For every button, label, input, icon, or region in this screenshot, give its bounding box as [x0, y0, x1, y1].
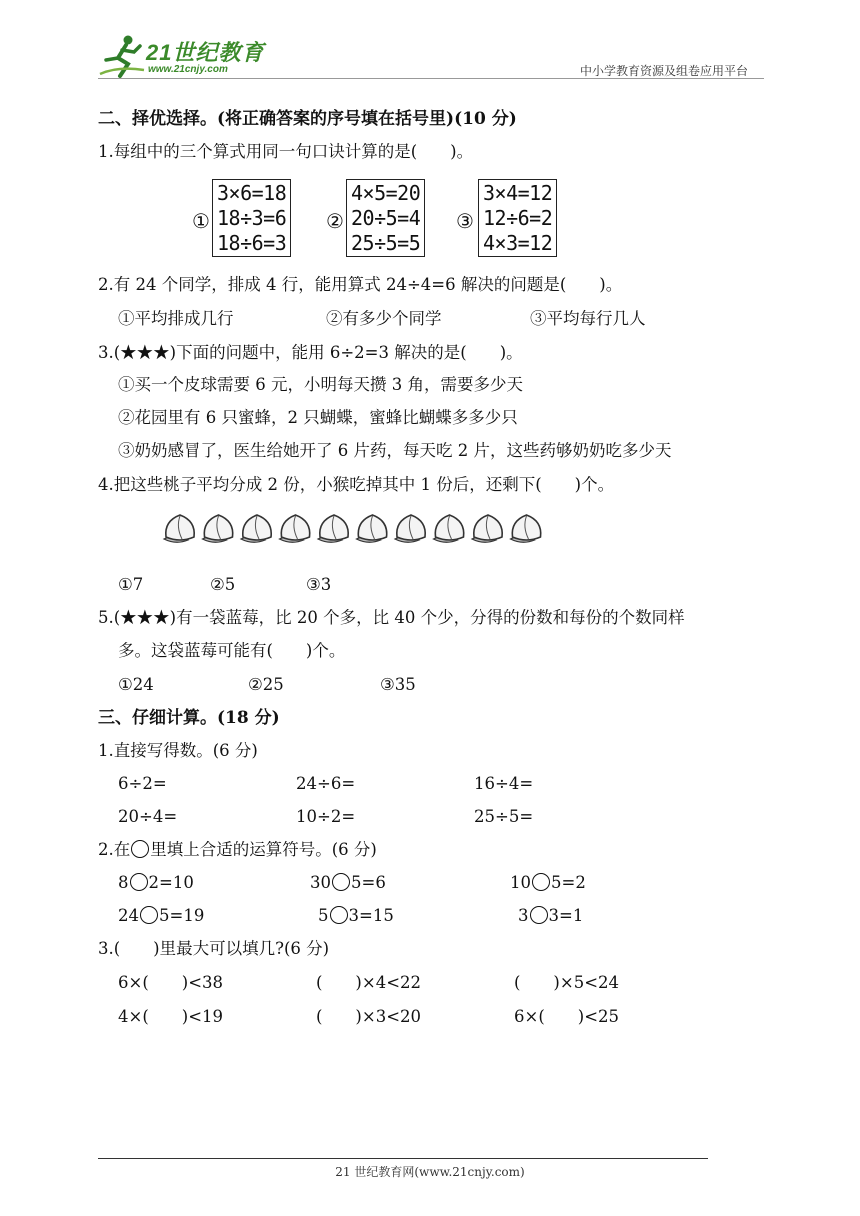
peach-icon [318, 515, 348, 542]
fill-item: ( )×4<22 [316, 973, 422, 992]
answer-circle[interactable] [130, 873, 148, 891]
formula-line: 3×6=18 [217, 181, 287, 205]
answer-circle[interactable] [530, 906, 548, 924]
peach-icon [357, 515, 387, 542]
q5-option-2: ②25 [248, 675, 284, 694]
operator-item [118, 905, 204, 927]
peach-icon [241, 515, 271, 542]
logo-url: www.21cnjy.com [148, 64, 228, 75]
q3-option-1: ①买一个皮球需要 6 元，小明每天攒 3 角，需要多少天 [118, 375, 523, 394]
section2-title: 二、择优选择。(将正确答案的序号填在括号里)(10 分) [98, 109, 517, 129]
operand-a: 8 [118, 873, 129, 892]
peaches-illustration [160, 507, 560, 547]
q2-option-2: ②有多少个同学 [326, 309, 442, 328]
formula-line: 18÷3=6 [217, 206, 287, 230]
q4-option-3: ③3 [306, 575, 332, 594]
calc-item: 10÷2= [296, 807, 356, 826]
operator-item [318, 905, 394, 927]
fill-item: 6×( )<25 [514, 1007, 620, 1026]
q5-option-1: ①24 [118, 675, 154, 694]
header-divider [98, 78, 764, 79]
q5-stem-line1: 5.(★★★)有一袋蓝莓，比 20 个多，比 40 个少，分得的份数和每份的个数同样 [98, 608, 685, 627]
footer-text: 21 世纪教育网(www.21cnjy.com) [335, 1165, 525, 1179]
operand-a: 3 [518, 906, 529, 925]
operand-a: 5 [318, 906, 329, 925]
q3-option-3: ③奶奶感冒了，医生给她开了 6 片药，每天吃 2 片，这些药够奶奶吃多少天 [118, 441, 672, 460]
calc-item: 25÷5= [474, 807, 534, 826]
footer-divider [98, 1158, 708, 1159]
peach-icon [280, 515, 310, 542]
calc-item: 16÷4= [474, 774, 534, 793]
fill-item: ( )×5<24 [514, 973, 620, 992]
calc-q1-stem: 1.直接写得数。(6 分) [98, 741, 258, 760]
running-figure-icon [98, 34, 146, 80]
operand-a: 10 [510, 873, 531, 892]
formula-line: 3×4=12 [483, 181, 553, 205]
operand-b: 3=1 [548, 906, 584, 925]
q5-stem-line2: 多。这袋蓝莓可能有( )个。 [118, 641, 346, 660]
formula-box-2 [346, 179, 425, 257]
calc-item: 6÷2= [118, 774, 167, 793]
group1-mark: ① [192, 209, 210, 233]
formula-box-3 [478, 179, 557, 257]
operand-b: 5=2 [551, 873, 586, 892]
fill-item: 6×( )<38 [118, 973, 224, 992]
q3-stem: 3.(★★★)下面的问题中，能用 6÷2=3 解决的是( )。 [98, 343, 523, 362]
operand-a: 30 [310, 873, 331, 892]
q1-stem: 1.每组中的三个算式用同一句口诀计算的是( )。 [98, 142, 474, 161]
formula-line: 12÷6=2 [483, 206, 553, 230]
formula-line: 25÷5=5 [351, 231, 421, 255]
group2-mark: ② [326, 209, 344, 233]
answer-circle[interactable] [332, 873, 350, 891]
peach-icon [472, 515, 502, 542]
section3-title: 三、仔细计算。(18 分) [98, 708, 280, 728]
calc-item: 20÷4= [118, 807, 178, 826]
calc-item: 24÷6= [296, 774, 356, 793]
q4-option-2: ②5 [210, 575, 236, 594]
q2-stem: 2.有 24 个同学，排成 4 行，能用算式 24÷4=6 解决的问题是( )。 [98, 275, 623, 294]
calc-q3-stem: 3.( )里最大可以填几?(6 分) [98, 939, 330, 958]
answer-circle[interactable] [532, 873, 550, 891]
calc-q2-stem-post: 里填上合适的运算符号。(6 分) [150, 840, 377, 859]
logo-text: 21世纪教育 [146, 40, 265, 65]
q4-stem: 4.把这些桃子平均分成 2 份，小猴吃掉其中 1 份后，还剩下( )个。 [98, 475, 615, 494]
fill-item: 4×( )<19 [118, 1007, 224, 1026]
q2-option-3: ③平均每行几人 [530, 309, 646, 328]
calc-q2-stem [98, 839, 377, 861]
operand-a: 24 [118, 906, 139, 925]
calc-q2-stem-pre: 2.在 [98, 840, 131, 859]
peach-icon [434, 515, 464, 542]
operand-b: 5=6 [351, 873, 386, 892]
formula-box-1 [212, 179, 291, 257]
peach-icon [395, 515, 425, 542]
answer-circle[interactable] [140, 906, 158, 924]
operator-item [518, 905, 583, 927]
peach-icon [511, 515, 541, 542]
q5-option-3: ③35 [380, 675, 416, 694]
operator-item [310, 872, 386, 894]
peach-icon [203, 515, 233, 542]
formula-line: 4×5=20 [351, 181, 421, 205]
operator-item [118, 872, 194, 894]
q3-option-2: ②花园里有 6 只蜜蜂，2 只蝴蝶，蜜蜂比蝴蝶多多少只 [118, 408, 518, 427]
peach-icon [164, 515, 194, 542]
fill-item: ( )×3<20 [316, 1007, 422, 1026]
group3-mark: ③ [456, 209, 474, 233]
formula-line: 4×3=12 [483, 231, 553, 255]
circle-icon [131, 840, 149, 858]
platform-name: 中小学教育资源及组卷应用平台 [580, 64, 749, 78]
formula-line: 18÷6=3 [217, 231, 287, 255]
q2-option-1: ①平均排成几行 [118, 309, 234, 328]
formula-line: 20÷5=4 [351, 206, 421, 230]
q4-option-1: ①7 [118, 575, 144, 594]
operand-b: 3=15 [348, 906, 394, 925]
answer-circle[interactable] [330, 906, 348, 924]
operand-b: 5=19 [159, 906, 205, 925]
site-logo [98, 34, 268, 80]
operand-b: 2=10 [148, 873, 194, 892]
operator-item [510, 872, 586, 894]
